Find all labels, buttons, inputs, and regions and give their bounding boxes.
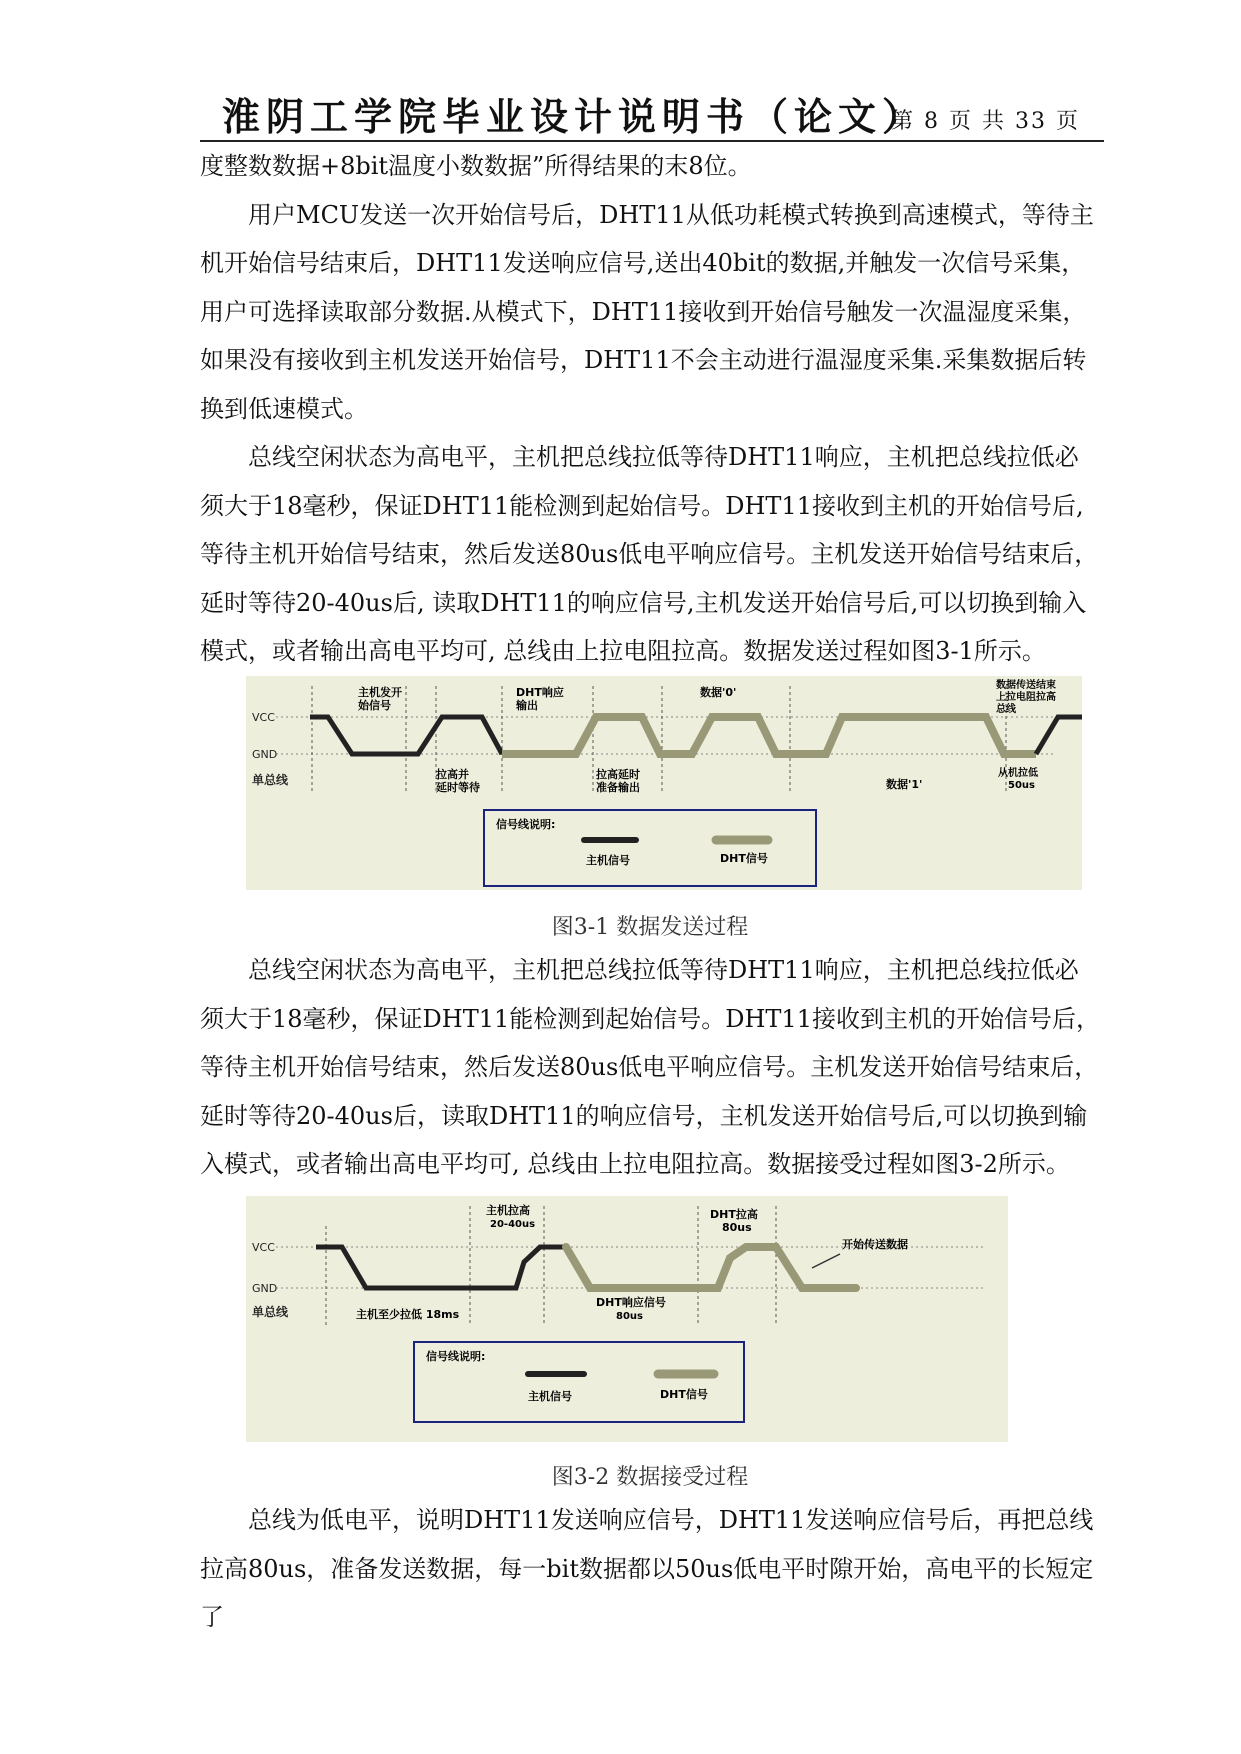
label-begin-transfer: 开始传送数据 <box>842 1238 908 1251</box>
figure-3-1-caption: 图3-1 数据发送过程 <box>551 915 749 940</box>
label-dht-pull-1: DHT拉高 <box>710 1208 758 1221</box>
legend-host-label-2: 主机信号 <box>528 1390 572 1403</box>
label-slave-low-2: 50us <box>1008 780 1035 791</box>
label-data-1: 数据'1' <box>886 778 923 791</box>
label-host-pull-2: 20-40us <box>490 1219 536 1230</box>
paragraph-block-2 <box>200 946 1100 1189</box>
bus-label-2: 单总线 <box>252 1305 289 1319</box>
label-host-start-1: 主机发开 <box>358 686 402 699</box>
label-dht-response-1: DHT响应 <box>516 686 564 699</box>
label-end-3: 总线 <box>996 704 1016 715</box>
gnd-label: GND <box>252 748 278 761</box>
label-dht-response-2: 80us <box>616 1311 643 1322</box>
paragraph-3: 总线空闲状态为高电平，主机把总线拉低等待DHT11响应，主机把总线拉低必须大于18毫秒，保证DHT11能检测到起始信号。DHT11接收到主机的开始信号后，等待主机开始信号结束，然后发送80us低电平响应信号。主机发送开始信号结束后，延时等待20-40us后，读取DHT11的响应信号，主机发送开始信号后,可以切换到输入模式，或者输出高电平均可, 总线由上拉电阻拉高。数据接受过程如图3-2所示。 <box>200 956 1100 1178</box>
vcc-label-2: VCC <box>252 1241 275 1254</box>
legend-host-label: 主机信号 <box>586 854 630 867</box>
label-prepare-1: 拉高延时 <box>596 768 640 781</box>
legend-dht-label-2: DHT信号 <box>660 1388 708 1401</box>
vcc-label: VCC <box>252 711 275 724</box>
page-header <box>200 84 1100 140</box>
label-pull-up-1: 拉高并 <box>436 768 469 781</box>
label-data-0: 数据'0' <box>700 686 737 699</box>
label-prepare-2: 准备输出 <box>596 781 640 794</box>
legend-title: 信号线说明: <box>496 818 556 831</box>
begin-transfer-pointer <box>812 1254 840 1268</box>
label-host-low: 主机至少拉低 18ms <box>356 1308 460 1321</box>
dht-signal-line <box>502 717 1036 754</box>
bus-label: 单总线 <box>252 773 289 787</box>
label-slave-low-1: 从机拉低 <box>998 768 1038 779</box>
legend-title-2: 信号线说明: <box>426 1350 486 1363</box>
label-end-1: 数据传送结束 <box>996 680 1056 691</box>
gnd-label-2: GND <box>252 1282 278 1295</box>
figure-3-2-caption: 图3-2 数据接受过程 <box>551 1465 749 1490</box>
host-signal-line-2 <box>316 1247 566 1288</box>
page-number: 第 8 页 共 33 页 <box>891 109 1080 134</box>
paragraph-1: 用户MCU发送一次开始信号后，DHT11从低功耗模式转换到高速模式，等待主机开始信号结束后，DHT11发送响应信号,送出40bit的数据,并触发一次信号采集，用户可选择读取部分数据.从模式下，DHT11接收到开始信号触发一次温湿度采集，如果没有接收到主机发送开始信号，DHT11不会主动进行温湿度采集.采集数据后转换到低速模式。 <box>200 200 1094 423</box>
legend-dht-label: DHT信号 <box>720 852 768 865</box>
paragraph-4: 总线为低电平，说明DHT11发送响应信号，DHT11发送响应信号后，再把总线拉高80us，准备发送数据，每一bit数据都以50us低电平时隙开始，高电平的长短定了 <box>200 1506 1094 1631</box>
figure-3-1-timing-diagram <box>246 676 1082 890</box>
paragraph-2: 总线空闲状态为高电平，主机把总线拉低等待DHT11响应，主机把总线拉低必须大于18毫秒，保证DHT11能检测到起始信号。DHT11接收到主机的开始信号后,等待主机开始信号结束，然后发送80us低电平响应信号。主机发送开始信号结束后，延时等待20-40us后, 读取DHT11的响应信号,主机发送开始信号后,可以切换到输入模式，或者输出高电平均可, 总线由上拉电阻拉高。数据发送过程如图3-1所示。 <box>200 443 1099 665</box>
label-host-pull-1: 主机拉高 <box>486 1204 530 1217</box>
host-end-signal <box>1036 717 1082 754</box>
paragraph-block-1 <box>200 142 1100 676</box>
label-host-start-2: 始信号 <box>358 699 391 712</box>
label-dht-response-1: DHT响应信号 <box>596 1296 666 1309</box>
figure-3-2-timing-diagram <box>246 1196 1008 1442</box>
document-title: 淮阴工学院毕业设计说明书（论文） <box>222 95 927 139</box>
label-dht-pull-2: 80us <box>722 1221 752 1234</box>
label-pull-up-2: 延时等待 <box>436 781 480 794</box>
paragraph-0: 度整数数据+8bit温度小数数据”所得结果的末8位。 <box>200 152 752 180</box>
paragraph-block-3 <box>200 1496 1100 1642</box>
timing-guides <box>312 686 1006 791</box>
label-dht-response-2: 输出 <box>516 699 538 712</box>
label-end-2: 上拉电阻拉高 <box>996 692 1056 703</box>
